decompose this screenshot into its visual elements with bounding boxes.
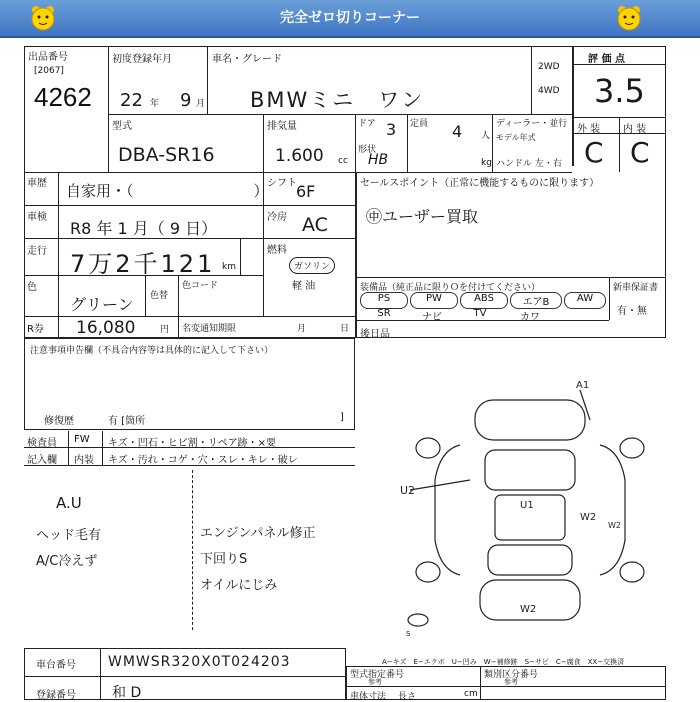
banner-title: 完全ゼロ切りコーナー [280, 10, 420, 26]
exterior-label: 外 装 [577, 124, 601, 135]
car-windshield [485, 450, 575, 490]
car-damage-diagram [400, 380, 660, 640]
vin-label: 車台番号 [36, 660, 76, 671]
type-label: 型式 [112, 121, 132, 132]
interior-grade: C [630, 136, 650, 169]
day-unit: 日 [340, 324, 350, 334]
wheel-front-left [416, 438, 440, 458]
interior-items: キズ・汚れ・コゲ・穴・スレ・キレ・破レ [108, 455, 298, 466]
usage-label: 車歴 [27, 178, 47, 189]
rear-seat-label: 後日品 [360, 329, 390, 340]
wheel-front-right [620, 438, 644, 458]
shape-label: 形状 [358, 145, 377, 155]
recycle-label: R券 [27, 324, 44, 335]
caution-label: 注意事項申告欄（不具合内容等は具体的に記入して下さい） [30, 346, 274, 356]
category-sub: 参考 [504, 678, 518, 686]
exterior-grade: C [584, 136, 604, 169]
mascot-right-icon [614, 3, 644, 33]
entry-label: 記入欄 [27, 455, 57, 466]
size-label: 車体寸法 [350, 692, 387, 702]
reg-label: 登録番号 [36, 690, 76, 701]
drive-2wd: 2WD [538, 62, 560, 72]
fuel-gas: ガソリン [289, 257, 335, 274]
shift-label: シフト [267, 178, 297, 189]
category-label: 類別区分番号 [484, 670, 539, 680]
option-leather: カワ [520, 312, 540, 323]
note-left-1: A.U [56, 494, 82, 512]
color-code-label: 色コード [182, 281, 219, 291]
kg-unit: kg [481, 158, 492, 168]
capacity-value: 4 [452, 122, 463, 141]
form-label: 型式指定番号 [350, 670, 405, 680]
usage-value: 自家用・（ ） [66, 182, 269, 200]
new-manual-value: 有・無 [617, 306, 647, 317]
fw-items: キズ・凹石・ヒビ割・リペア跡・×要 [108, 438, 276, 449]
mark-w2-rear: W2 [520, 604, 537, 615]
option-tv: TV [473, 308, 487, 319]
option-abs: ABS [460, 292, 508, 309]
option-ps: PS [360, 292, 408, 309]
inspection-value: R8 年 1 月（ 9 日） [70, 219, 218, 238]
inspection-label: 車検 [27, 212, 47, 223]
options-row1 [360, 292, 606, 309]
wheel-rear-right [620, 562, 644, 582]
form-sub: 参考 [368, 678, 382, 686]
aircon-label: 冷房 [267, 212, 287, 223]
door-label: ドア [358, 119, 376, 129]
model-label: 車名・グレード [212, 54, 282, 65]
note-right-1: エンジンパネル修正 [200, 526, 316, 541]
model-year-label: モデル年式 [496, 133, 536, 142]
repair-label: 修復歴 [44, 416, 74, 427]
dealer-label: ディーラー・並行 [496, 119, 568, 129]
handle-label: ハンドル 左・右 [496, 159, 562, 169]
first-reg-month-unit: 月 [196, 99, 206, 109]
first-reg-year-unit: 年 [150, 99, 160, 109]
option-navi: ナビ [422, 312, 442, 323]
door-value: 3 [386, 120, 397, 139]
displacement-label: 排気量 [267, 121, 297, 132]
mileage-unit: km [222, 262, 236, 272]
option-aw: AW [564, 292, 606, 309]
color-swatch-label: 色替 [150, 291, 169, 301]
mark-u2: U2 [400, 484, 416, 497]
options-label: 装備品（純正品に限りＯを付けてください） [360, 283, 541, 293]
displacement-value: 1.600 [275, 146, 324, 166]
capacity-label: 定員 [410, 119, 429, 129]
note-right-2: 下回りS [200, 552, 248, 567]
type-value: DBA-SR16 [118, 144, 215, 166]
first-reg-label: 初度登録年月 [112, 54, 172, 65]
model-name: BMWミニ ワン [250, 88, 425, 112]
fw-label: FW [74, 434, 90, 445]
option-sr: SR [377, 308, 391, 319]
selling-points-label: セールスポイント（正常に機能するものに限ります） [360, 178, 600, 189]
car-left-side [435, 445, 460, 575]
car-front-outline [475, 400, 585, 440]
mark-s: S [406, 630, 411, 638]
month-unit: 月 [297, 324, 307, 334]
reg-value: 和 D [112, 685, 142, 701]
car-right-side [600, 445, 625, 575]
mark-u1: U1 [520, 500, 534, 511]
repair-end: ] [340, 412, 344, 423]
mileage-label: 走行 [27, 246, 47, 257]
recycle-value: 16,080 [76, 318, 136, 338]
mark-w2-small: W2 [608, 521, 621, 530]
mark-w2-right: W2 [580, 512, 597, 523]
color-value: グリーン [70, 295, 134, 314]
selling-points-value: ㊥ユーザー買取 [366, 207, 479, 226]
vin-value: WMWSR320X0T024203 [108, 654, 291, 670]
new-manual-label: 新車保証書 [613, 283, 659, 293]
wheel-rear-left [416, 562, 440, 582]
displacement-unit: cc [338, 156, 348, 166]
mascot-left-icon [28, 3, 58, 33]
lot-number: 4262 [34, 82, 92, 112]
aircon-value: AC [302, 214, 328, 236]
lot-sub: [2067] [34, 66, 64, 76]
shift-value: 6F [296, 182, 316, 201]
repair-value: 有 [箇所 [108, 416, 146, 427]
shape-value: HB [368, 152, 389, 168]
mileage-value: 7万2千121 [70, 250, 216, 278]
lot-label: 出品番号 [28, 52, 68, 63]
drive-4wd: 4WD [538, 86, 560, 96]
interior-label: 内 装 [623, 124, 647, 135]
fuel-label: 燃料 [267, 245, 287, 256]
interior-row-label: 内装 [74, 455, 94, 466]
length-label: 長さ [398, 692, 417, 702]
spare-wheel [408, 614, 428, 626]
mark-a1: A1 [576, 380, 590, 391]
diagram-legend: A−キズ E−エクボ U−凹み W−補修跡 S−サビ C−腐食 XX−交換済 [382, 658, 625, 666]
unit-cm: cm [464, 689, 478, 699]
note-left-2: ヘッド毛有 [36, 528, 102, 543]
first-reg-month: 9 [180, 90, 192, 111]
inspector-label: 検査員 [27, 438, 57, 449]
option-pw: PW [410, 292, 458, 309]
rating-value: 3.5 [594, 72, 645, 110]
car-rear-window [488, 545, 572, 575]
note-right-3: オイルにじみ [200, 578, 278, 593]
capacity-unit: 人 [481, 131, 491, 141]
option-airbag: エアB [510, 292, 562, 309]
fuel-diesel: 軽 油 [292, 281, 316, 292]
recycle-unit: 円 [160, 325, 170, 335]
options-row2 [360, 308, 556, 323]
name-change-label: 名変通知期限 [182, 324, 237, 334]
color-label: 色 [27, 282, 37, 293]
note-left-3: A/C冷えず [36, 554, 98, 569]
first-reg-year: 22 [120, 90, 143, 111]
rating-label: 評 価 点 [588, 54, 625, 65]
